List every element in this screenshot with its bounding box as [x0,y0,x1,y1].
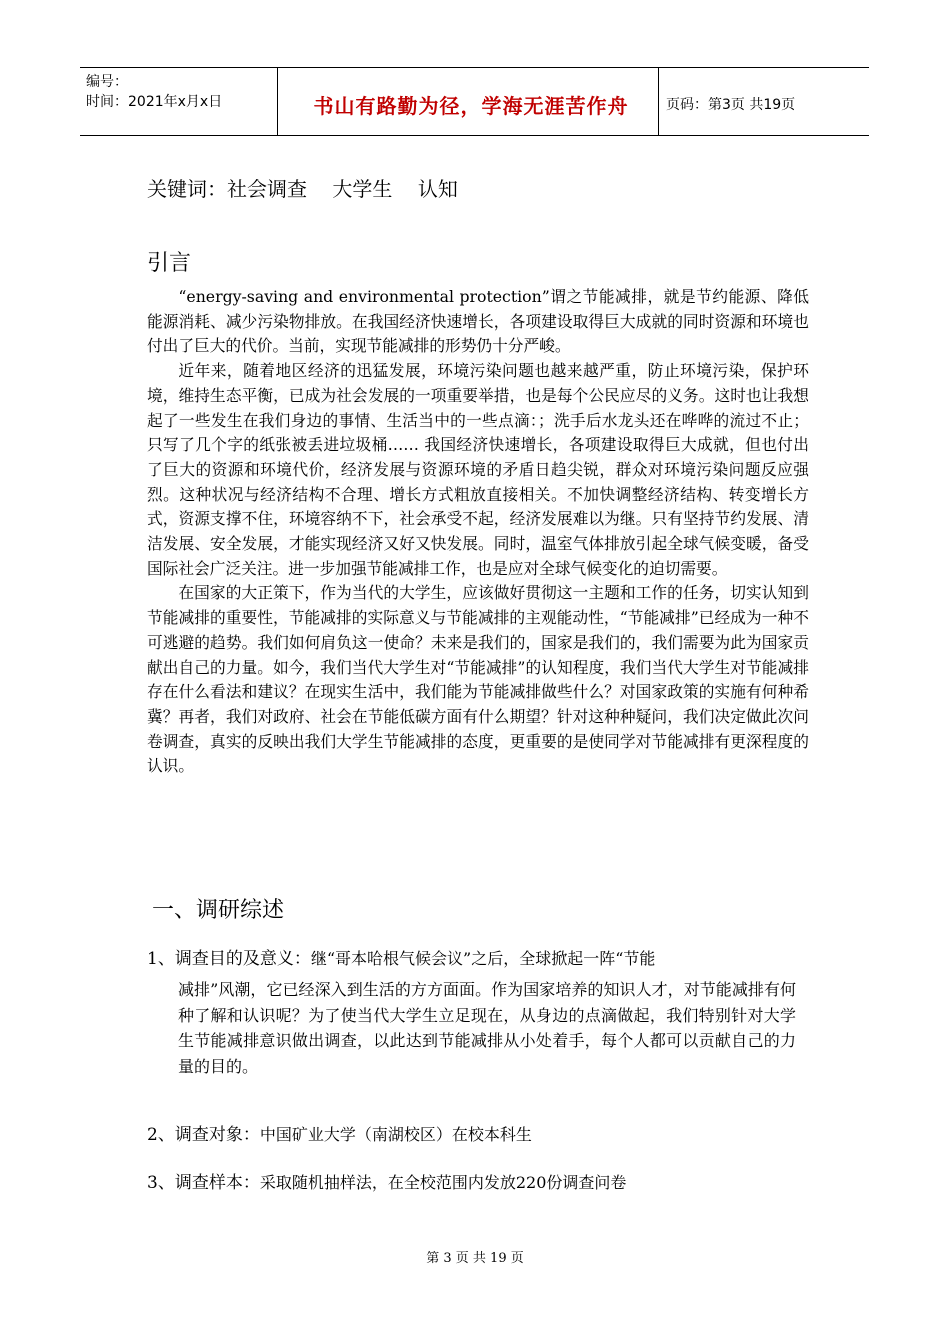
survey-target-text: 中国矿业大学（南湖校区）在校本科生 [259,1125,532,1144]
survey-purpose-first-line: 继“哥本哈根气候会议”之后，全球掀起一阵“节能 [310,949,656,968]
survey-target [147,1120,532,1145]
survey-sample-label: 3、调查样本： [147,1173,260,1193]
section-heading: 一、调研综述 [152,898,285,923]
survey-purpose-text: 减排”风潮，它已经深入到生活的方方面面。作为国家培养的知识人才，对节能减排有何种了解和认识呢？为了使当代大学生立足现在，从身边的点滴做起，我们特别针对大学生节能减排意识做出调查，以此达到节能减排从小处着手，每个人都可以贡献自己的力量的目的。 [178,980,796,1076]
code-label: 编号： [86,74,128,90]
survey-sample [147,1168,626,1193]
header-divider [277,67,278,135]
header-bottom-rule [80,135,869,136]
intro-paragraph: 近年来，随着地区经济的迅猛发展，环境污染问题也越来越严重，防止环境污染，保护环境，维持生态平衡，已成为社会发展的一项重要举措，也是每个公民应尽的义务。这时也让我想起了一些发生在我们身边的事情、生活当中的一些点滴：；洗手后水龙头还在哗哗的流过不止；只写了几个字的纸张被丢进垃圾桶…… 我国经济快速增长，各项建设取得巨大成就，但也付出了巨大的资源和环境代价，经济发展与资源环境的矛盾日趋尖锐，群众对环境污染问题反应强烈。这种状况与经济结构不合理、增长方式粗放直接相关。不加快调整经济结构、转变增长方式，资源支撑不住，环境容纳不下，社会承受不起，经济发展难以为继。只有坚持节约发展、清洁发展、安全发展，才能实现经济又好又快发展。同时，温室气体排放引起全球气候变暖，备受国际社会广泛关注。进一步加强节能减排工作，也是应对全球气候变化的迫切需要。 [147,361,809,578]
intro-paragraph: 在国家的大正策下，作为当代的大学生，应该做好贯彻这一主题和工作的任务，切实认知到节能减排的重要性，节能减排的实际意义与节能减排的主观能动性，“节能减排”已经成为一种不可逃避的趋势。我们如何肩负这一使命？未来是我们的，国家是我们的，我们需要为此为国家贡献出自己的力量。如今，我们当代大学生对“节能减排”的认知程度，我们当代大学生对节能减排存在什么看法和建议？在现实生活中，我们能为节能减排做些什么？对国家政策的实施有何种希冀？再者，我们对政府、社会在节能低碳方面有什么期望？针对这种种疑问，我们决定做此次问卷调查，真实的反映出我们大学生节能减排的态度，更重要的是使同学对节能减排有更深程度的认识。 [147,583,809,776]
intro-heading: 引言 [147,251,192,276]
intro-body [147,285,809,779]
header-page-info: 页码：第3页 共19页 [666,97,796,113]
header-top-rule [80,67,869,68]
header-meta [86,72,222,112]
header-motto: 书山有路勤为径，学海无涯苦作舟 [313,94,629,118]
survey-purpose-label: 1、调查目的及意义： [147,949,311,969]
intro-paragraph: “energy-saving and environmental protection”谓之节能减排，就是节约能源、降低能源消耗、减少污染物排放。在我国经济快速增长，各项建设取得巨大成就的同时资源和环境也付出了巨大的代价。当前，实现节能减排的形势仍十分严峻。 [147,287,809,356]
keywords: 关键词：社会调查 大学生 认知 [147,177,458,201]
survey-target-label: 2、调查对象： [147,1125,260,1145]
survey-purpose [147,944,655,969]
survey-sample-text: 采取随机抽样法，在全校范围内发放220份调查问卷 [259,1173,627,1192]
page-footer: 第 3 页 共 19 页 [426,1251,524,1266]
date-label: 时间：2021年x月x日 [86,94,223,110]
